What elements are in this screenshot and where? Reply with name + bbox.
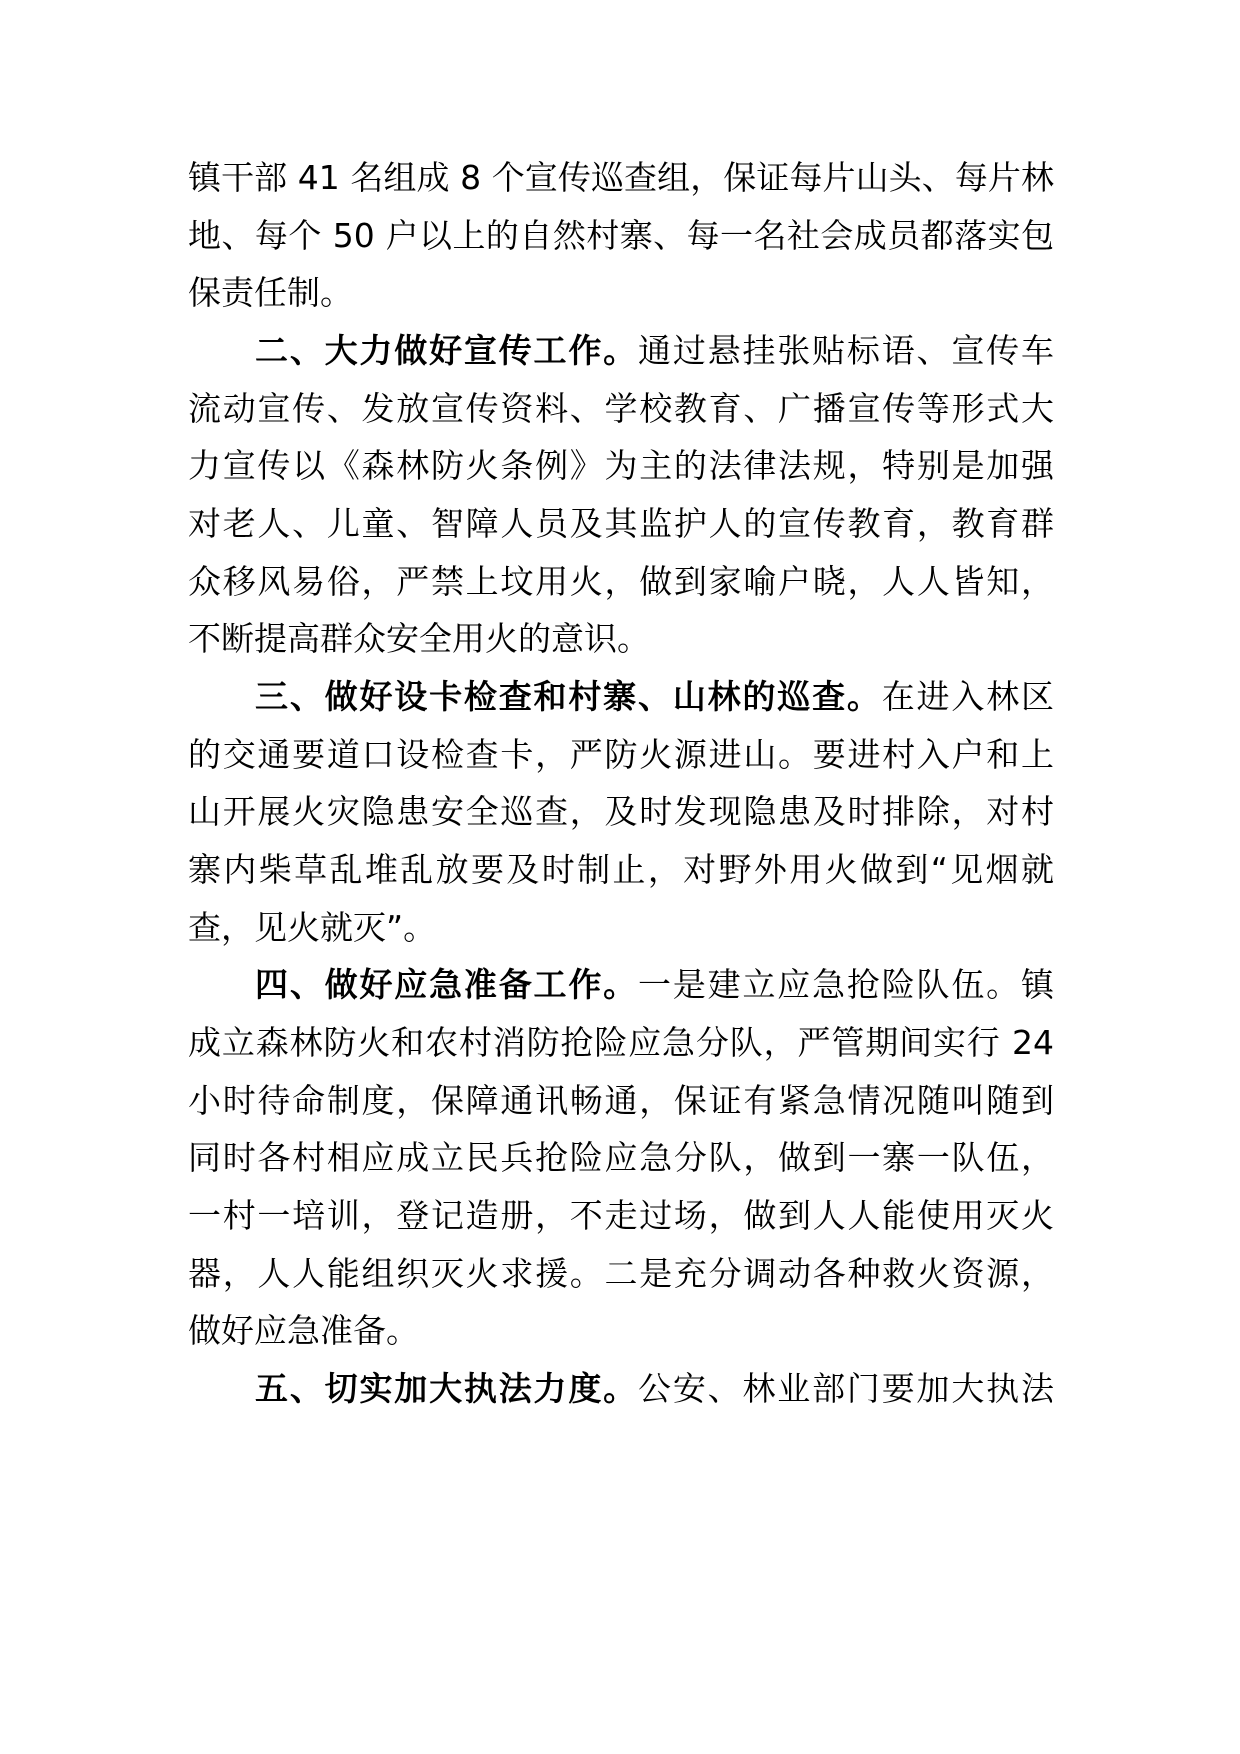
body-text-line: 力宣传以《森林防火条例》为主的法律法规，特别是加强 bbox=[188, 446, 1054, 485]
section-heading: 二、大力做好宣传工作。 bbox=[255, 331, 638, 370]
body-text-line: 的交通要道口设检查卡，严防火源进山。要进村入户和上 bbox=[188, 735, 1054, 774]
body-text: 一是建立应急抢险队伍。镇 bbox=[638, 965, 1055, 1004]
body-text: 公安、林业部门要加大执法 bbox=[638, 1369, 1055, 1408]
body-text-line: 做好应急准备。 bbox=[188, 1311, 419, 1350]
body-text-line: 器，人人能组织灭火求援。二是充分调动各种救火资源， bbox=[188, 1254, 1054, 1293]
body-text-line: 地、每个 50 户以上的自然村寨、每一名社会成员都落实包 bbox=[188, 216, 1054, 255]
section-3-first-line bbox=[188, 672, 1054, 722]
body-text-line: 寨内柴草乱堆乱放要及时制止，对野外用火做到“见烟就 bbox=[188, 850, 1054, 889]
body-text-line: 对老人、儿童、智障人员及其监护人的宣传教育，教育群 bbox=[188, 504, 1054, 543]
body-text: 通过悬挂张贴标语、宣传车 bbox=[638, 331, 1055, 370]
body-text-line: 保责任制。 bbox=[188, 273, 353, 312]
body-text-line: 小时待命制度，保障通讯畅通，保证有紧急情况随叫随到 bbox=[188, 1081, 1054, 1120]
document-page bbox=[188, 0, 1054, 1754]
section-4-first-line bbox=[188, 960, 1054, 1010]
section-heading: 四、做好应急准备工作。 bbox=[255, 965, 638, 1004]
body-text-line: 不断提高群众安全用火的意识。 bbox=[188, 619, 650, 658]
section-heading: 五、切实加大执法力度。 bbox=[255, 1369, 638, 1408]
section-heading: 三、做好设卡检查和村寨、山林的巡查。 bbox=[255, 677, 882, 716]
section-5-first-line bbox=[188, 1364, 1054, 1414]
body-text-line: 山开展火灾隐患安全巡查，及时发现隐患及时排除，对村 bbox=[188, 792, 1054, 831]
body-text: 在进入林区 bbox=[881, 677, 1055, 716]
body-text-line: 流动宣传、发放宣传资料、学校教育、广播宣传等形式大 bbox=[188, 389, 1054, 428]
section-2-first-line bbox=[188, 326, 1054, 376]
body-text-line: 镇干部 41 名组成 8 个宣传巡查组，保证每片山头、每片林 bbox=[188, 158, 1054, 197]
body-text-line: 众移风易俗，严禁上坟用火，做到家喻户晓，人人皆知， bbox=[188, 562, 1054, 601]
body-text-line: 查，见火就灭”。 bbox=[188, 908, 437, 947]
body-text-line: 一村一培训，登记造册，不走过场，做到人人能使用灭火 bbox=[188, 1196, 1054, 1235]
body-text-line: 成立森林防火和农村消防抢险应急分队，严管期间实行 24 bbox=[188, 1023, 1054, 1062]
body-text-line: 同时各村相应成立民兵抢险应急分队，做到一寨一队伍， bbox=[188, 1138, 1054, 1177]
